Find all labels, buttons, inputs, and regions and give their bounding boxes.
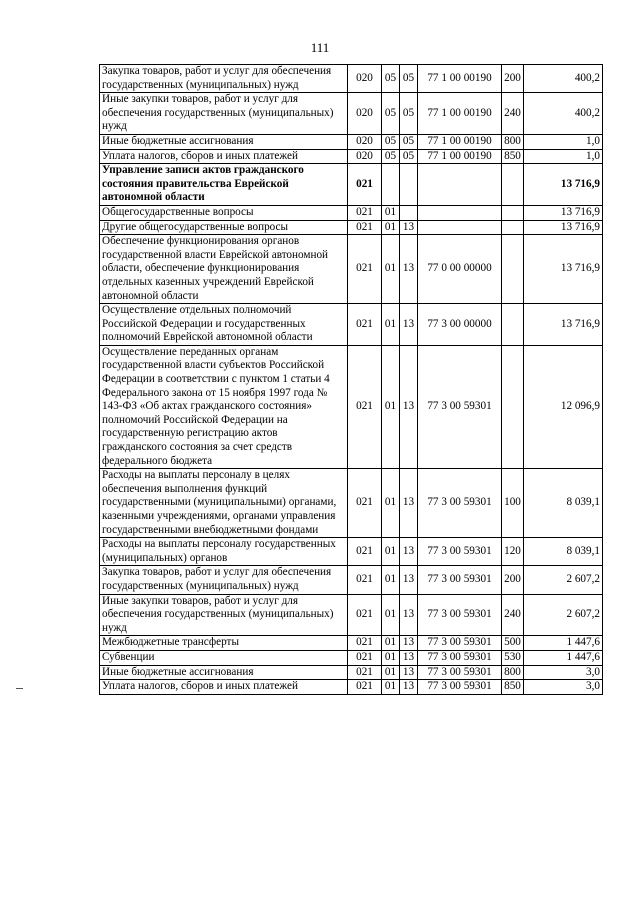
- cell-name: Осуществление переданных органам государственной власти субъектов Российской Федерации в соответствии с пунктом 1 статьи 4 Федерального закона от 15 ноября 1997 года № 143-ФЗ «Об актах гражданского состояния» полномочий Российской Федерации на государственную регистрацию актов гражданского состояния за счет средств федерального бюджета: [100, 345, 348, 468]
- cell-section: 01: [382, 538, 400, 566]
- cell-amount: 3,0: [524, 680, 603, 695]
- table-row: [100, 665, 603, 680]
- cell-target-article: [418, 164, 502, 206]
- cell-section: [382, 164, 400, 206]
- cell-amount: 13 716,9: [524, 164, 603, 206]
- table-row: [100, 469, 603, 538]
- cell-expense-type: [502, 345, 524, 468]
- cell-amount: 1 447,6: [524, 650, 603, 665]
- cell-subsection: 13: [400, 235, 418, 304]
- table-row: [100, 235, 603, 304]
- cell-amount: 2 607,2: [524, 566, 603, 594]
- table-body: [100, 65, 603, 695]
- cell-expense-type: 200: [502, 65, 524, 93]
- cell-amount: 13 716,9: [524, 304, 603, 346]
- cell-subsection: [400, 205, 418, 220]
- cell-ved-code: 021: [348, 304, 382, 346]
- table-row: [100, 650, 603, 665]
- cell-ved-code: 020: [348, 134, 382, 149]
- cell-amount: 2 607,2: [524, 594, 603, 636]
- cell-expense-type: [502, 205, 524, 220]
- cell-subsection: 05: [400, 65, 418, 93]
- cell-subsection: 13: [400, 680, 418, 695]
- table-row: [100, 636, 603, 651]
- cell-ved-code: 021: [348, 205, 382, 220]
- cell-target-article: 77 3 00 59301: [418, 680, 502, 695]
- cell-ved-code: 021: [348, 164, 382, 206]
- cell-target-article: 77 0 00 00000: [418, 235, 502, 304]
- cell-expense-type: 200: [502, 566, 524, 594]
- cell-expense-type: 850: [502, 680, 524, 695]
- cell-subsection: 05: [400, 149, 418, 164]
- cell-subsection: 13: [400, 304, 418, 346]
- cell-target-article: 77 3 00 59301: [418, 665, 502, 680]
- margin-mark: [16, 688, 23, 689]
- table-row: [100, 65, 603, 93]
- table-row: [100, 594, 603, 636]
- budget-table: [99, 64, 603, 695]
- cell-section: 05: [382, 149, 400, 164]
- cell-subsection: 05: [400, 134, 418, 149]
- cell-subsection: 13: [400, 665, 418, 680]
- cell-ved-code: 021: [348, 345, 382, 468]
- cell-amount: 400,2: [524, 93, 603, 135]
- cell-section: 01: [382, 235, 400, 304]
- cell-name: Закупка товаров, работ и услуг для обеспечения государственных (муниципальных) нужд: [100, 566, 348, 594]
- cell-subsection: 13: [400, 345, 418, 468]
- cell-section: 01: [382, 304, 400, 346]
- cell-amount: 13 716,9: [524, 220, 603, 235]
- cell-ved-code: 020: [348, 149, 382, 164]
- cell-name: Уплата налогов, сборов и иных платежей: [100, 149, 348, 164]
- cell-name: Иные закупки товаров, работ и услуг для обеспечения государственных (муниципальных) нужд: [100, 594, 348, 636]
- cell-target-article: 77 1 00 00190: [418, 149, 502, 164]
- cell-amount: 3,0: [524, 665, 603, 680]
- page-number: 111: [310, 40, 330, 55]
- cell-name: Закупка товаров, работ и услуг для обеспечения государственных (муниципальных) нужд: [100, 65, 348, 93]
- cell-name: Расходы на выплаты персоналу в целях обеспечения выполнения функций государственными (муниципальными) органами, казенными учреждениями, органами управления государственными внебюджетными фондами: [100, 469, 348, 538]
- cell-name: Уплата налогов, сборов и иных платежей: [100, 680, 348, 695]
- table-row: [100, 205, 603, 220]
- cell-name: Субвенции: [100, 650, 348, 665]
- table-row: [100, 93, 603, 135]
- cell-target-article: 77 3 00 59301: [418, 538, 502, 566]
- cell-ved-code: 021: [348, 650, 382, 665]
- cell-subsection: 13: [400, 594, 418, 636]
- table-row: [100, 134, 603, 149]
- cell-target-article: 77 3 00 59301: [418, 469, 502, 538]
- cell-section: 01: [382, 665, 400, 680]
- cell-section: 01: [382, 205, 400, 220]
- cell-ved-code: 021: [348, 538, 382, 566]
- cell-subsection: 13: [400, 469, 418, 538]
- cell-target-article: 77 3 00 59301: [418, 636, 502, 651]
- cell-expense-type: 850: [502, 149, 524, 164]
- cell-amount: 1,0: [524, 149, 603, 164]
- cell-target-article: 77 3 00 59301: [418, 566, 502, 594]
- cell-expense-type: 800: [502, 134, 524, 149]
- cell-section: 01: [382, 469, 400, 538]
- table-row: [100, 220, 603, 235]
- table-row: [100, 345, 603, 468]
- cell-expense-type: 240: [502, 93, 524, 135]
- cell-target-article: 77 3 00 00000: [418, 304, 502, 346]
- cell-target-article: 77 3 00 59301: [418, 594, 502, 636]
- cell-ved-code: 021: [348, 665, 382, 680]
- cell-section: 05: [382, 134, 400, 149]
- cell-ved-code: 021: [348, 235, 382, 304]
- cell-target-article: 77 3 00 59301: [418, 345, 502, 468]
- cell-name: Расходы на выплаты персоналу государственных (муниципальных) органов: [100, 538, 348, 566]
- cell-expense-type: [502, 235, 524, 304]
- table-row: [100, 304, 603, 346]
- cell-target-article: 77 3 00 59301: [418, 650, 502, 665]
- cell-target-article: 77 1 00 00190: [418, 65, 502, 93]
- cell-target-article: 77 1 00 00190: [418, 93, 502, 135]
- cell-amount: 1 447,6: [524, 636, 603, 651]
- cell-ved-code: 021: [348, 594, 382, 636]
- cell-name: Межбюджетные трансферты: [100, 636, 348, 651]
- cell-name: Иные бюджетные ассигнования: [100, 665, 348, 680]
- cell-target-article: [418, 205, 502, 220]
- cell-ved-code: 021: [348, 566, 382, 594]
- cell-expense-type: 240: [502, 594, 524, 636]
- cell-subsection: 13: [400, 650, 418, 665]
- cell-ved-code: 021: [348, 680, 382, 695]
- cell-amount: 8 039,1: [524, 469, 603, 538]
- cell-expense-type: [502, 164, 524, 206]
- cell-name: Обеспечение функционирования органов государственной власти Еврейской автономной области, обеспечение функционирования отдельных казенных учреждений Еврейской автономной области: [100, 235, 348, 304]
- cell-expense-type: 800: [502, 665, 524, 680]
- cell-section: 01: [382, 566, 400, 594]
- cell-amount: 12 096,9: [524, 345, 603, 468]
- cell-ved-code: 021: [348, 636, 382, 651]
- cell-amount: 13 716,9: [524, 205, 603, 220]
- cell-section: 05: [382, 93, 400, 135]
- table-row: [100, 538, 603, 566]
- cell-section: 01: [382, 220, 400, 235]
- cell-section: 01: [382, 594, 400, 636]
- cell-subsection: 13: [400, 538, 418, 566]
- cell-expense-type: [502, 304, 524, 346]
- cell-ved-code: 021: [348, 469, 382, 538]
- cell-subsection: 05: [400, 93, 418, 135]
- table-row: [100, 149, 603, 164]
- cell-section: 05: [382, 65, 400, 93]
- cell-ved-code: 020: [348, 93, 382, 135]
- cell-section: 01: [382, 650, 400, 665]
- cell-name: Иные бюджетные ассигнования: [100, 134, 348, 149]
- cell-ved-code: 020: [348, 65, 382, 93]
- cell-amount: 1,0: [524, 134, 603, 149]
- cell-ved-code: 021: [348, 220, 382, 235]
- cell-subsection: 13: [400, 566, 418, 594]
- cell-name: Другие общегосударственные вопросы: [100, 220, 348, 235]
- cell-amount: 8 039,1: [524, 538, 603, 566]
- table-row: [100, 680, 603, 695]
- table-row: [100, 566, 603, 594]
- cell-name: Иные закупки товаров, работ и услуг для обеспечения государственных (муниципальных) нужд: [100, 93, 348, 135]
- cell-subsection: 13: [400, 636, 418, 651]
- cell-expense-type: 120: [502, 538, 524, 566]
- cell-expense-type: 500: [502, 636, 524, 651]
- cell-name: Осуществление отдельных полномочий Российской Федерации и государственных полномочий Еврейской автономной области: [100, 304, 348, 346]
- cell-target-article: 77 1 00 00190: [418, 134, 502, 149]
- cell-amount: 13 716,9: [524, 235, 603, 304]
- cell-target-article: [418, 220, 502, 235]
- cell-subsection: [400, 164, 418, 206]
- cell-amount: 400,2: [524, 65, 603, 93]
- cell-expense-type: 530: [502, 650, 524, 665]
- cell-name: Управление записи актов гражданского состояния правительства Еврейской автономной области: [100, 164, 348, 206]
- cell-section: 01: [382, 345, 400, 468]
- cell-name: Общегосударственные вопросы: [100, 205, 348, 220]
- cell-expense-type: 100: [502, 469, 524, 538]
- cell-expense-type: [502, 220, 524, 235]
- cell-subsection: 13: [400, 220, 418, 235]
- cell-section: 01: [382, 636, 400, 651]
- table-row: [100, 164, 603, 206]
- cell-section: 01: [382, 680, 400, 695]
